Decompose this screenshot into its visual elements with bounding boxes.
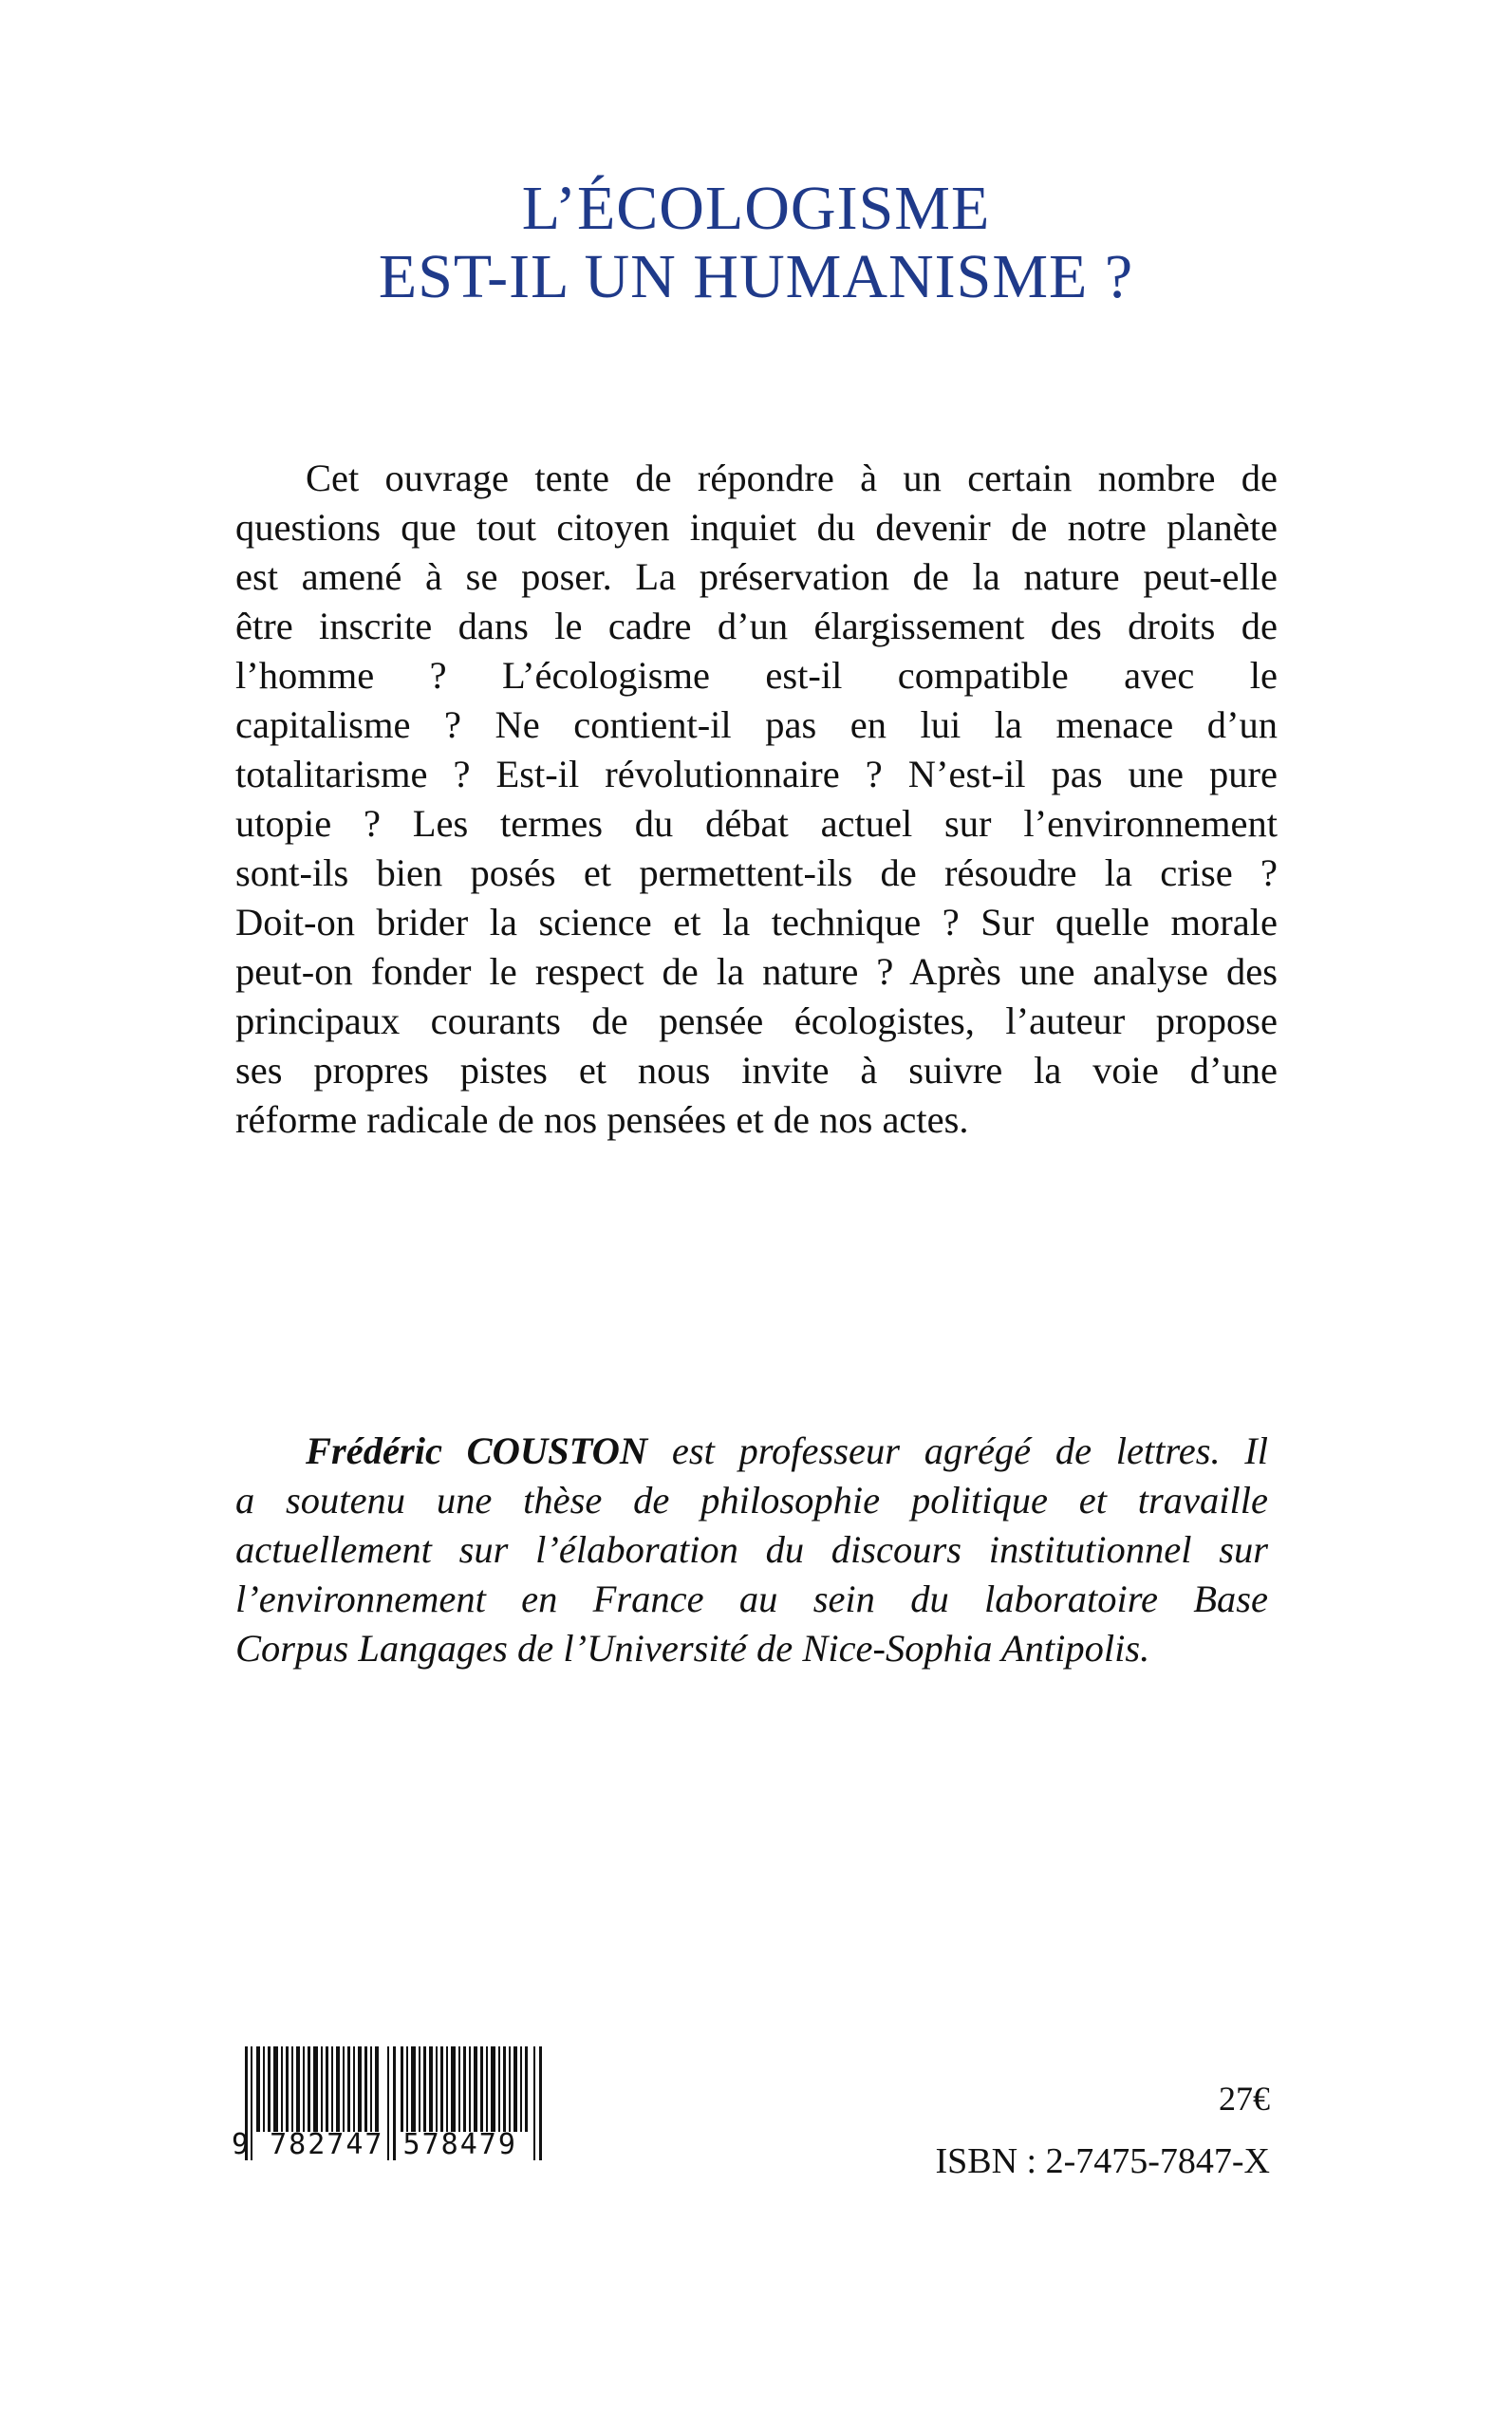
author-bio-line: actuellement sur l’élaboration du discours institutionnel sur bbox=[235, 1528, 1268, 1571]
summary-line: ses propres pistes et nous invite à suivre la voie d’une bbox=[235, 1049, 1278, 1092]
summary-line: l’homme ? L’écologisme est-il compatible avec le bbox=[235, 654, 1278, 697]
barcode-digits: 9 782747 578479 bbox=[232, 2128, 517, 2161]
summary-line: totalitarisme ? Est-il révolutionnaire ? N’est-il pas une pure bbox=[235, 753, 1278, 795]
summary-line: questions que tout citoyen inquiet du devenir de notre planète bbox=[235, 506, 1278, 549]
summary-line: utopie ? Les termes du débat actuel sur l’environnement bbox=[235, 802, 1278, 845]
author-bio-line bbox=[306, 1427, 1268, 1476]
isbn: ISBN : 2-7475-7847-X bbox=[935, 2141, 1270, 2181]
summary-line: Doit-on brider la science et la technique ? Sur quelle morale bbox=[235, 901, 1278, 943]
summary-line: réforme radicale de nos pensées et de nos actes. bbox=[235, 1098, 969, 1141]
title-line-1: L’ÉCOLOGISME bbox=[521, 174, 991, 243]
price: 27€ bbox=[1219, 2080, 1270, 2118]
author-bio-line: l’environnement en France au sein du laboratoire Base bbox=[235, 1578, 1268, 1620]
author-bio-line1-rest: est professeur agrégé de lettres. Il bbox=[647, 1429, 1268, 1472]
summary-line: être inscrite dans le cadre d’un élargissement des droits de bbox=[235, 605, 1278, 647]
author-name: Frédéric COUSTON bbox=[306, 1429, 648, 1472]
author-bio-line: Corpus Langages de l’Université de Nice-Sophia Antipolis. bbox=[235, 1627, 1150, 1670]
summary-line: est amené à se poser. La préservation de la nature peut-elle bbox=[235, 555, 1278, 598]
summary-line: capitalisme ? Ne contient-il pas en lui la menace d’un bbox=[235, 703, 1278, 746]
summary-line: Cet ouvrage tente de répondre à un certain nombre de bbox=[306, 457, 1278, 499]
summary-line: sont-ils bien posés et permettent-ils de résoudre la crise ? bbox=[235, 851, 1278, 894]
summary-line: peut-on fonder le respect de la nature ? Après une analyse des bbox=[235, 950, 1278, 993]
title-line-2: EST-IL UN HUMANISME ? bbox=[378, 242, 1134, 311]
summary-line: principaux courants de pensée écologistes, l’auteur propose bbox=[235, 999, 1278, 1042]
author-bio-line: a soutenu une thèse de philosophie politique et travaille bbox=[235, 1479, 1268, 1522]
